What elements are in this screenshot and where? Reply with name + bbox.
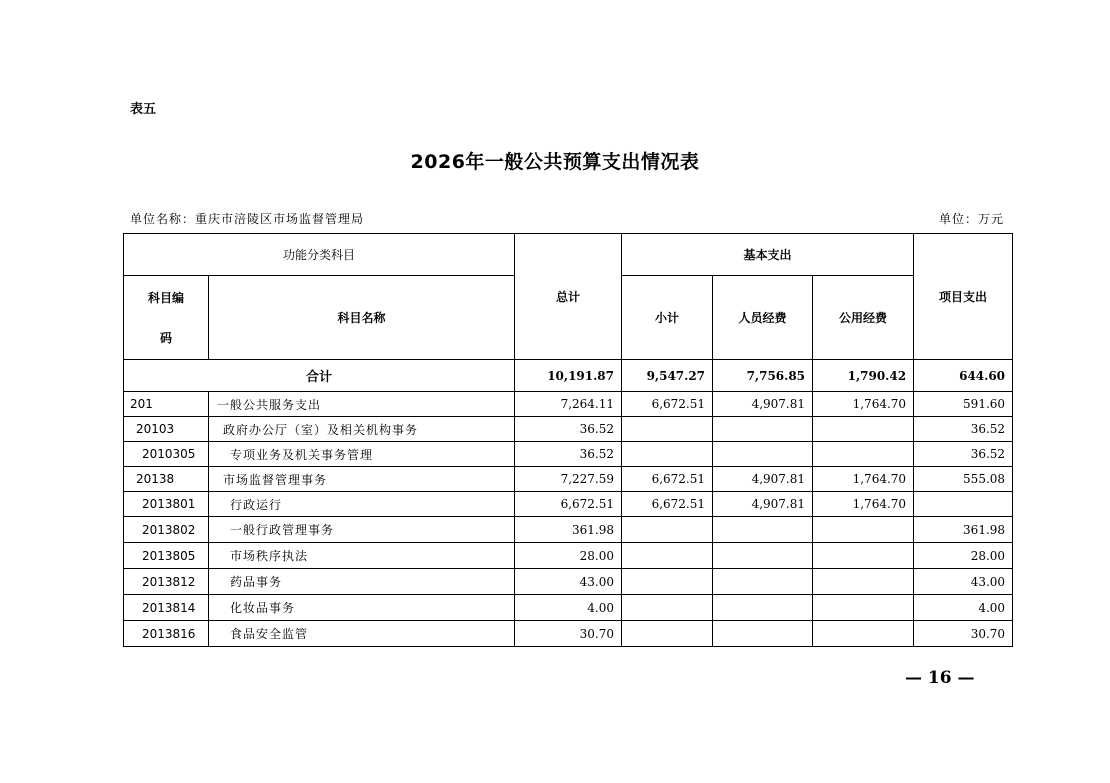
table-row [124,517,1013,543]
row-project: 591.60 [914,392,1013,417]
header-func-category: 功能分类科目 [124,234,515,276]
row-total: 28.00 [515,543,622,569]
total-personnel: 7,756.85 [713,360,813,392]
header-project: 项目支出 [914,234,1013,360]
row-project [914,492,1013,517]
table-row [124,569,1013,595]
header-total: 总计 [515,234,622,360]
table-row [124,492,1013,517]
row-code: 2013801 [124,492,209,517]
row-code: 20138 [124,467,209,492]
table-row [124,442,1013,467]
row-name: 化妆品事务 [209,595,515,621]
header-public: 公用经费 [813,276,914,360]
row-project: 36.52 [914,442,1013,467]
budget-table [123,233,1013,647]
header-subtotal: 小计 [622,276,713,360]
row-name: 专项业务及机关事务管理 [209,442,515,467]
row-name: 一般公共服务支出 [209,392,515,417]
row-personnel [713,569,813,595]
header-personnel: 人员经费 [713,276,813,360]
total-row [124,360,1013,392]
total-subtotal: 9,547.27 [622,360,713,392]
row-public [813,621,914,647]
unit-name: 单位名称：重庆市涪陵区市场监督管理局 [130,212,365,226]
table-row [124,595,1013,621]
row-subtotal [622,543,713,569]
row-personnel: 4,907.81 [713,467,813,492]
row-total: 43.00 [515,569,622,595]
row-subtotal [622,442,713,467]
row-public [813,569,914,595]
row-personnel [713,621,813,647]
row-total: 6,672.51 [515,492,622,517]
row-personnel [713,595,813,621]
row-personnel [713,442,813,467]
row-subtotal: 6,672.51 [622,492,713,517]
row-public [813,417,914,442]
row-name: 市场秩序执法 [209,543,515,569]
row-project: 28.00 [914,543,1013,569]
row-code: 2013812 [124,569,209,595]
row-public [813,595,914,621]
row-personnel: 4,907.81 [713,392,813,417]
row-name: 行政运行 [209,492,515,517]
header-code-line1: 科目编 [147,290,184,305]
table-row [124,417,1013,442]
row-project: 4.00 [914,595,1013,621]
row-total: 361.98 [515,517,622,543]
total-total: 10,191.87 [515,360,622,392]
row-subtotal: 6,672.51 [622,392,713,417]
row-code: 20103 [124,417,209,442]
row-project: 361.98 [914,517,1013,543]
page-number: — 16 — [905,668,975,688]
row-code: 2010305 [124,442,209,467]
row-project: 43.00 [914,569,1013,595]
row-subtotal [622,517,713,543]
page-title: 2026年一般公共预算支出情况表 [410,151,700,173]
row-subtotal: 6,672.51 [622,467,713,492]
row-total: 7,264.11 [515,392,622,417]
row-code: 2013802 [124,517,209,543]
row-name: 食品安全监管 [209,621,515,647]
table-row [124,543,1013,569]
row-public [813,517,914,543]
row-personnel [713,417,813,442]
row-total: 30.70 [515,621,622,647]
row-subtotal [622,595,713,621]
row-personnel: 4,907.81 [713,492,813,517]
header-code [124,276,209,360]
row-public [813,543,914,569]
row-code: 2013805 [124,543,209,569]
table-row [124,392,1013,417]
row-public: 1,764.70 [813,392,914,417]
total-public: 1,790.42 [813,360,914,392]
table-tag: 表五 [130,102,157,117]
total-project: 644.60 [914,360,1013,392]
row-name: 市场监督管理事务 [209,467,515,492]
row-public: 1,764.70 [813,467,914,492]
row-code: 2013816 [124,621,209,647]
row-personnel [713,543,813,569]
unit-label: 单位：万元 [938,212,1004,226]
row-project: 30.70 [914,621,1013,647]
row-total: 36.52 [515,417,622,442]
row-code: 2013814 [124,595,209,621]
row-total: 36.52 [515,442,622,467]
row-total: 4.00 [515,595,622,621]
row-project: 555.08 [914,467,1013,492]
row-name: 政府办公厅（室）及相关机构事务 [209,417,515,442]
table-row [124,467,1013,492]
row-subtotal [622,417,713,442]
row-subtotal [622,621,713,647]
row-public: 1,764.70 [813,492,914,517]
row-name: 药品事务 [209,569,515,595]
total-label: 合计 [124,360,515,392]
row-code: 201 [124,392,209,417]
header-basic: 基本支出 [622,234,914,276]
row-subtotal [622,569,713,595]
row-name: 一般行政管理事务 [209,517,515,543]
row-total: 7,227.59 [515,467,622,492]
row-project: 36.52 [914,417,1013,442]
row-public [813,442,914,467]
row-personnel [713,517,813,543]
header-subject-name: 科目名称 [209,276,515,360]
table-row [124,621,1013,647]
header-code-line2: 码 [159,330,172,345]
